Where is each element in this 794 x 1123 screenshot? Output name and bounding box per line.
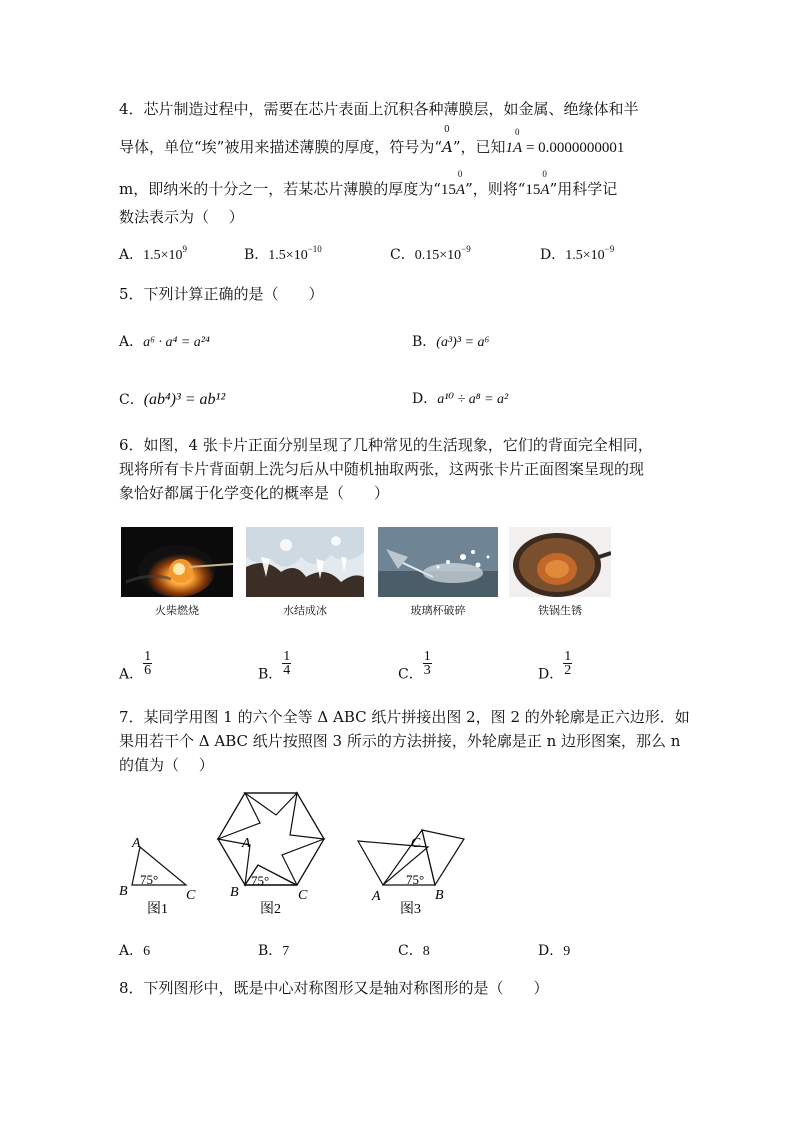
q4-line3: m，即纳米的十分之一，若某芯片薄膜的厚度为“15 0 A”，则将“15 0 A”用科学记 <box>119 169 618 198</box>
figure-2-hexagon <box>218 793 324 885</box>
q4-line1: 4．芯片制造过程中，需要在芯片表面上沉积各种薄膜层，如金属、绝缘体和半 <box>119 100 639 118</box>
q6-line2: 现将所有卡片背面朝上洗匀后从中随机抽取两张，这两张卡片正面图案呈现的现 <box>119 460 645 478</box>
q6-line1: 6．如图，4 张卡片正面分别呈现了几种常见的生活现象，它们的背面完全相同， <box>119 436 653 454</box>
q4-line4: 数法表示为（ ） <box>119 208 244 226</box>
fig2-point-b: B <box>230 885 239 900</box>
q7-option-a[interactable]: A．6 <box>119 943 151 959</box>
q6-option-a[interactable]: A． $\frac{1}{6}$ <box>119 649 152 683</box>
water-freezing-photo <box>246 527 364 597</box>
fig2-point-a: A <box>242 836 251 851</box>
q6-option-c[interactable]: C． $\frac{1}{3}$ <box>398 649 431 683</box>
fig2-point-c: C <box>298 888 308 903</box>
fig3-point-c: C <box>411 836 421 851</box>
fig1-caption: 图1 <box>147 902 168 917</box>
angstrom-symbol: 0 A <box>540 169 550 198</box>
fig3-caption: 图3 <box>400 902 421 917</box>
q7-line3: 的值为（ ） <box>119 756 214 774</box>
q4-option-a[interactable]: A．$1.5\times 10^9$ <box>119 244 188 263</box>
angstrom-symbol: 0 A <box>442 125 453 156</box>
q4-option-c[interactable]: C．$0.15\times 10^{-9}$ <box>390 244 471 263</box>
q6-option-b[interactable]: B． $\frac{1}{4}$ <box>258 649 291 683</box>
q8-stem: 8．下列图形中，既是中心对称图形又是轴对称图形的是（ ） <box>119 979 549 997</box>
fig1-point-b: B <box>119 884 128 899</box>
q7-option-b[interactable]: B．7 <box>258 943 290 959</box>
q7-option-c[interactable]: C．8 <box>398 943 430 959</box>
q7-line1: 7．某同学用图 1 的六个全等 Δ ABC 纸片拼接出图 2，图 2 的外轮廓是正六边形．如 <box>119 708 690 726</box>
q4-option-b[interactable]: B．$1.5\times 10^{-10}$ <box>244 244 322 263</box>
caption-match-burning: 火柴燃烧 <box>155 604 199 617</box>
fig1-point-c: C <box>186 888 196 903</box>
fig2-caption: 图2 <box>260 902 281 917</box>
q7-option-d[interactable]: D．9 <box>538 943 571 959</box>
q5-option-b[interactable]: B．(a³)³ = a⁶ <box>412 334 490 350</box>
fig3-point-b: B <box>435 888 444 903</box>
q5-option-c[interactable]: C．(ab⁴)³ = ab¹² <box>119 391 226 408</box>
fig3-point-a: A <box>372 889 381 904</box>
match-burning-photo <box>121 527 233 597</box>
caption-rusty-wok: 铁锅生锈 <box>538 604 582 617</box>
q4-option-d[interactable]: D．$1.5\times 10^{-9}$ <box>540 244 615 263</box>
fig1-point-a: A <box>132 836 141 851</box>
caption-water-freezing: 水结成冰 <box>283 604 327 617</box>
triangle-figures <box>110 785 490 920</box>
rusty-wok-photo <box>509 527 611 597</box>
q6-line3: 象恰好都属于化学变化的概率是（ ） <box>119 484 390 502</box>
q6-option-d[interactable]: D． $\frac{1}{2}$ <box>538 649 572 683</box>
glass-breaking-photo <box>378 527 498 597</box>
fig1-angle: 75° <box>140 872 159 887</box>
angstrom-symbol: 0 A <box>455 169 466 198</box>
fig2-angle: 75° <box>251 873 270 888</box>
caption-glass-breaking: 玻璃杯破碎 <box>410 604 466 617</box>
q5-stem: 5．下列计算正确的是（ ） <box>119 285 324 303</box>
angstrom-symbol: 0 A <box>513 127 523 156</box>
fig3-angle: 75° <box>406 872 425 887</box>
q5-option-a[interactable]: A．a⁶ · a⁴ = a²⁴ <box>119 334 210 350</box>
q7-line2: 果用若干个 Δ ABC 纸片按照图 3 所示的方法拼接，外轮廓是正 n 边形图案，那么 n <box>119 732 681 750</box>
q4-line2: 导体，单位“埃”被用来描述薄膜的厚度，符号为“ 0 A”，已知1 0 A = 0.0000000001 <box>119 125 625 156</box>
q5-option-d[interactable]: D．a¹⁰ ÷ a⁸ = a² <box>412 391 509 407</box>
